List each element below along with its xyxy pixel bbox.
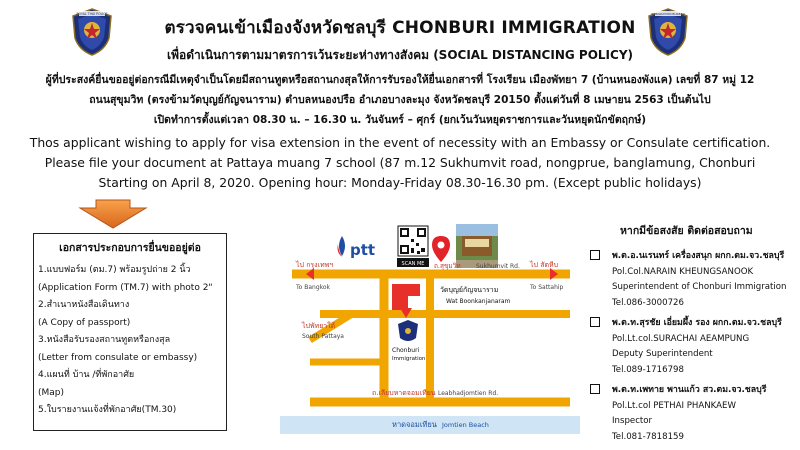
to-south-pattaya-th-label: ไปพัทยาใต้ — [302, 322, 336, 330]
checkbox-bullet-icon — [590, 317, 600, 327]
english-notice-line-3: Starting on April 8, 2020. Opening hour: Monday-Friday 08.30-16.30 pm. (Except public holidays) — [98, 175, 702, 190]
contact-tel[interactable]: Tel.086-3000726 — [612, 297, 684, 308]
contact-thai-name: พ.ต.ท.สุรชัย เอี่ยมผึ้ง รอง ผกก.ตม.จว.ชลบุรี — [612, 318, 782, 328]
document-item: 2.สำเนาหนังสือเดินทาง — [38, 300, 130, 310]
school-photo — [456, 224, 498, 268]
contact-person — [590, 316, 798, 378]
checkbox-bullet-icon — [590, 250, 600, 260]
documents-box — [33, 233, 227, 431]
documents-heading: เอกสารประกอบการยื่นขออยู่ต่อ — [59, 242, 201, 254]
wat-th-label: วัดบุญย์กัญจนาราม — [440, 286, 499, 294]
down-arrow-icon — [78, 199, 148, 229]
document-item: 4.แผนที่ บ้าน /ที่พักอาศัย — [38, 370, 135, 380]
road-bottom-th-label: ถ.เลียบหาดจอมเทียน — [372, 389, 436, 397]
to-sattahip-th-label: ไป สัตหีบ — [530, 261, 559, 269]
contacts-panel — [590, 222, 798, 450]
contact-person — [590, 249, 798, 311]
beach-label: Jomtien Beach — [442, 421, 489, 429]
document-item: (Application Form (TM.7) with photo 2" — [38, 282, 213, 293]
contact-tel[interactable]: Tel.089-1716798 — [612, 364, 684, 375]
contact-position: Superintendent of Chonburi Immigration — [612, 282, 787, 292]
document-item: 5.ใบรายงานแจ้งที่พักอาศัย(TM.30) — [38, 405, 177, 415]
contact-person — [590, 383, 798, 445]
thai-notice-line-1: ผู้ที่ประสงค์ยื่นขออยู่ต่อกรณีมีเหตุจำเป็นโดยมีสถานทูตหรือสถานกงสุลให้การรับรองให้ยื่นเอกสารที่ โรงเรียน เมืองพัทยา 7 (บ้านหนองพังแค) เลขที่ 87 หมู่ 12 — [45, 74, 755, 86]
office-th-label: Chonburi — [392, 347, 420, 354]
document-item: (Letter from consulate or embassy) — [38, 352, 198, 363]
document-item: 1.แบบฟอร์ม (ตม.7) พร้อมรูปถ่าย 2 นิ้ว — [38, 265, 191, 275]
svg-text:IMMIGRATION BUREAU: IMMIGRATION BUREAU — [651, 12, 685, 16]
thai-notice-line-3: เปิดทำการตั้งแต่เวลา 08.30 น. – 16.30 น. วันจันทร์ – ศุกร์ (ยกเว้นวันหยุดราชการและวันหยุดนักขัตฤกษ์) — [153, 114, 647, 126]
checkbox-bullet-icon — [590, 384, 600, 394]
to-south-pattaya-label: South Pattaya — [302, 333, 344, 340]
contact-thai-name: พ.ต.ท.เพทาย พานแก้ว สว.ตม.จว.ชลบุรี — [612, 385, 767, 395]
to-bangkok-th-label: ไป กรุงเทพฯ — [296, 261, 334, 269]
document-item: 3.หนังสือรับรองสถานทูตหรือกงสุล — [38, 335, 171, 345]
contacts-heading: หากมีข้อสงสัย ติดต่อสอบถาม — [620, 225, 753, 237]
location-map — [280, 212, 580, 434]
contact-thai-name: พ.ต.อ.นเรนทร์ เครื่องสนุก ผกก.ตม.จว.ชลบุรี — [612, 251, 785, 261]
sukhumvit-th-label: ถ.สุขุมวิท — [434, 262, 461, 270]
page-title: ตรวจคนเข้าเมืองจังหวัดชลบุรี CHONBURI IMMIGRATION — [164, 18, 636, 38]
document-item: (Map) — [38, 387, 65, 398]
road-bottom-label: Leabhadjomtien Rd. — [438, 390, 499, 397]
office-label: Immigration — [392, 356, 426, 362]
contact-name: Pol.Col.NARAIN KHEUNGSANOOK — [612, 266, 754, 277]
to-bangkok-label: To Bangkok — [296, 284, 331, 291]
policy-heading: เพื่อดำเนินการตามมาตรการเว้นระยะห่างทางสังคม (SOCIAL DISTANCING POLICY) — [166, 48, 633, 62]
contact-position: Deputy Superintendent — [612, 349, 713, 359]
sukhumvit-label: Sukhumvit Rd. — [476, 263, 520, 270]
svg-text:ptt: ptt — [350, 241, 376, 259]
contact-name: Pol.Lt.col PETHAI PHANKAEW — [612, 400, 736, 411]
wat-label: Wat Boonkanjanaram — [446, 298, 511, 305]
contact-position: Inspector — [612, 416, 653, 426]
thai-notice-line-2: ถนนสุขุมวิท (ตรงข้ามวัดบุญย์กัญจนาราม) ตำบลหนองปรือ อำเภอบางละมุง จังหวัดชลบุรี 20150 ตั้งแต่วันที่ 8 เมษายน 2563 เป็นต้นไป — [89, 94, 711, 106]
contact-tel[interactable]: Tel.081-7818159 — [612, 431, 684, 442]
immigration-office-icon — [398, 320, 418, 341]
svg-text:SCAN ME: SCAN ME — [401, 261, 425, 267]
to-sattahip-label: To Sattahip — [530, 284, 564, 291]
english-notice-line-1: Thos applicant wishing to apply for visa extension in the event of necessity with an Embassy or Consulate certification. — [29, 135, 771, 150]
qr-code[interactable] — [397, 226, 429, 267]
contact-name: Pol.Lt.col.SURACHAI AEAMPUNG — [612, 333, 750, 344]
beach-th-label: หาดจอมเทียน — [392, 420, 437, 429]
english-notice-line-2: Please file your document at Pattaya muang 7 school (87 m.12 Sukhumvit road, nongprue, banglamung, Chonburi — [44, 155, 756, 170]
svg-text:ROYAL THAI POLICE: ROYAL THAI POLICE — [76, 12, 108, 16]
document-item: (A Copy of passport) — [38, 317, 131, 328]
